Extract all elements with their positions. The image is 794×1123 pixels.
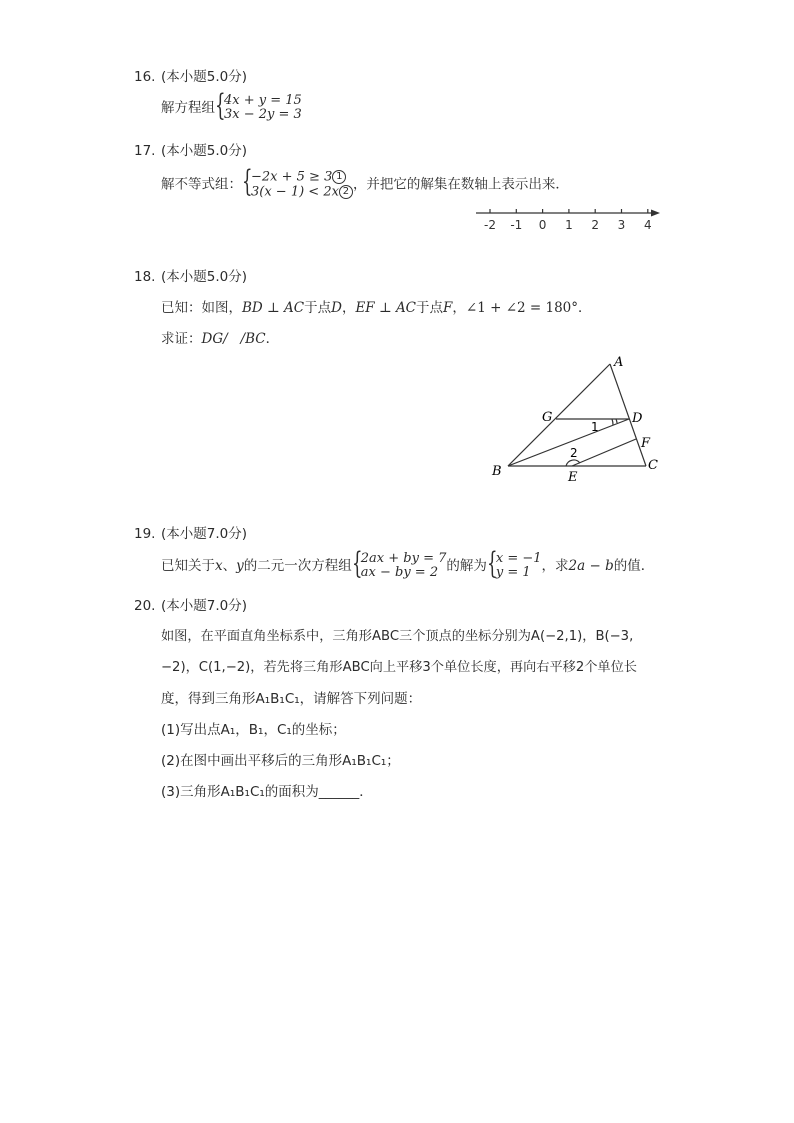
q18-given-1: BD ⊥ AC [242,300,305,316]
q18-given-5: EF ⊥ AC [355,300,417,316]
q17-prefix: 解不等式组： [161,176,242,193]
label-angle-2: 2 [570,446,578,460]
q18-given-2: 于点 [304,300,332,316]
segment-bd [508,419,629,466]
q17-suffix: ，并把它的解集在数轴上表示出来． [352,176,569,193]
q20-score: (本小题7.0分) [161,598,248,614]
q19-score: (本小题7.0分) [161,526,248,542]
q18-given-4: ， [341,300,356,316]
number-line-label: -2 [484,218,496,232]
number-line-label: 2 [591,218,600,232]
q17-number: 17. [134,143,156,159]
q20-item3: (3)三角形A₁B₁C₁的面积为______． [161,784,373,800]
q16-system [215,88,302,123]
q18-given-9: ∠1 + ∠2 = 180° [465,300,579,316]
q18-score: (本小题5.0分) [161,269,248,285]
q20-line3: 度，得到三角形A₁B₁C₁，请解答下列问题： [161,691,422,707]
q19-t9: 的值． [613,558,655,574]
q17-ineq1: −2x + 5 ≥ 3 [251,169,333,185]
q17-system [242,164,353,199]
q18-given-10: ． [578,300,592,316]
q17-mark2: 2 [339,185,353,199]
q19-eq1: 2ax + by = 7 [360,551,447,566]
q19-t5: 的二元一次方程组 [243,558,352,574]
number-line-arrow-icon [651,210,660,217]
label-angle-1: 1 [591,420,599,434]
q20-line2: −2)，C(1,−2)，若先将三角形ABC向上平移3个单位长度，再向右平移2个单位长 [161,660,637,675]
q20-number: 20. [134,598,156,614]
q18-prove-expr: DG/ /BC [201,331,266,347]
q19-t1: 已知关于 [161,558,215,574]
label-a: A [614,355,624,370]
q17-score: (本小题5.0分) [161,143,248,159]
q19-t3: 、 [222,558,237,574]
q19-t7: ，求 [541,558,569,574]
q18-figure [484,350,674,490]
q18-given-7: F [443,300,453,316]
q16-body [161,88,302,123]
number-line-label: 4 [643,218,652,232]
q16-brace: { [215,88,226,123]
q17-brace: { [242,164,253,199]
q16-score: (本小题5.0分) [161,69,248,85]
q16-number: 16. [134,69,156,85]
q19-t8: 2a − b [568,558,614,574]
q18-prove [161,330,279,348]
q19-t2: x [215,558,223,574]
q17-ineq2: 3(x − 1) < 2x [251,184,339,199]
q18-given-3: D [331,300,342,316]
q19-eq2: ax − by = 2 [360,565,439,580]
q18-prove-end: ． [265,331,280,347]
q16-prefix: 解方程组 [161,100,215,116]
q17-ineq1-row [251,170,353,185]
label-e: E [568,470,578,485]
q16-eq1: 4x + y = 15 [224,93,302,108]
q19-system [351,546,447,581]
angle-1-arc-inner [616,419,617,423]
number-line-label: 1 [565,218,573,232]
segment-ef [572,439,636,466]
q18-given-8: ， [452,300,466,316]
q20-line1: 如图，在平面直角坐标系中，三角形ABC三个顶点的坐标分别为A(−2,1)，B(−3, [161,629,634,644]
q18-number: 18. [134,269,156,285]
q17-body [161,164,569,199]
number-line-label: 0 [538,218,547,232]
number-line-label: -1 [510,218,523,232]
number-line [470,200,670,236]
q20-item1: (1)写出点A₁，B₁，C₁的坐标； [161,722,346,738]
q17-mark1: 1 [332,170,346,184]
q18-prove-label: 求证： [161,331,202,347]
q19-solution [486,546,542,581]
q19-sol2: y = 1 [495,565,531,580]
q19-t6: 的解为 [446,558,487,574]
q18-given [161,299,592,317]
q19-solution-brace: { [486,546,498,581]
segment-ba [508,364,610,466]
q18-given-label: 已知：如图， [161,300,242,316]
angle-1-arc [612,419,613,425]
q16-eq2: 3x − 2y = 3 [224,107,302,122]
label-g: G [542,410,553,425]
q19-number: 19. [134,526,156,542]
q20-item2: (2)在图中画出平移后的三角形A₁B₁C₁； [161,753,400,769]
label-d: D [632,411,643,426]
label-f: F [641,436,651,451]
q19-body [161,546,655,581]
q19-sol1: x = −1 [495,551,542,566]
q19-t4: y [236,558,244,574]
q17-ineq2-row [251,185,353,200]
label-c: C [648,458,658,473]
q18-given-6: 于点 [416,300,444,316]
number-line-label: 3 [617,218,626,232]
q19-brace: { [351,546,363,581]
label-b: B [492,464,502,479]
